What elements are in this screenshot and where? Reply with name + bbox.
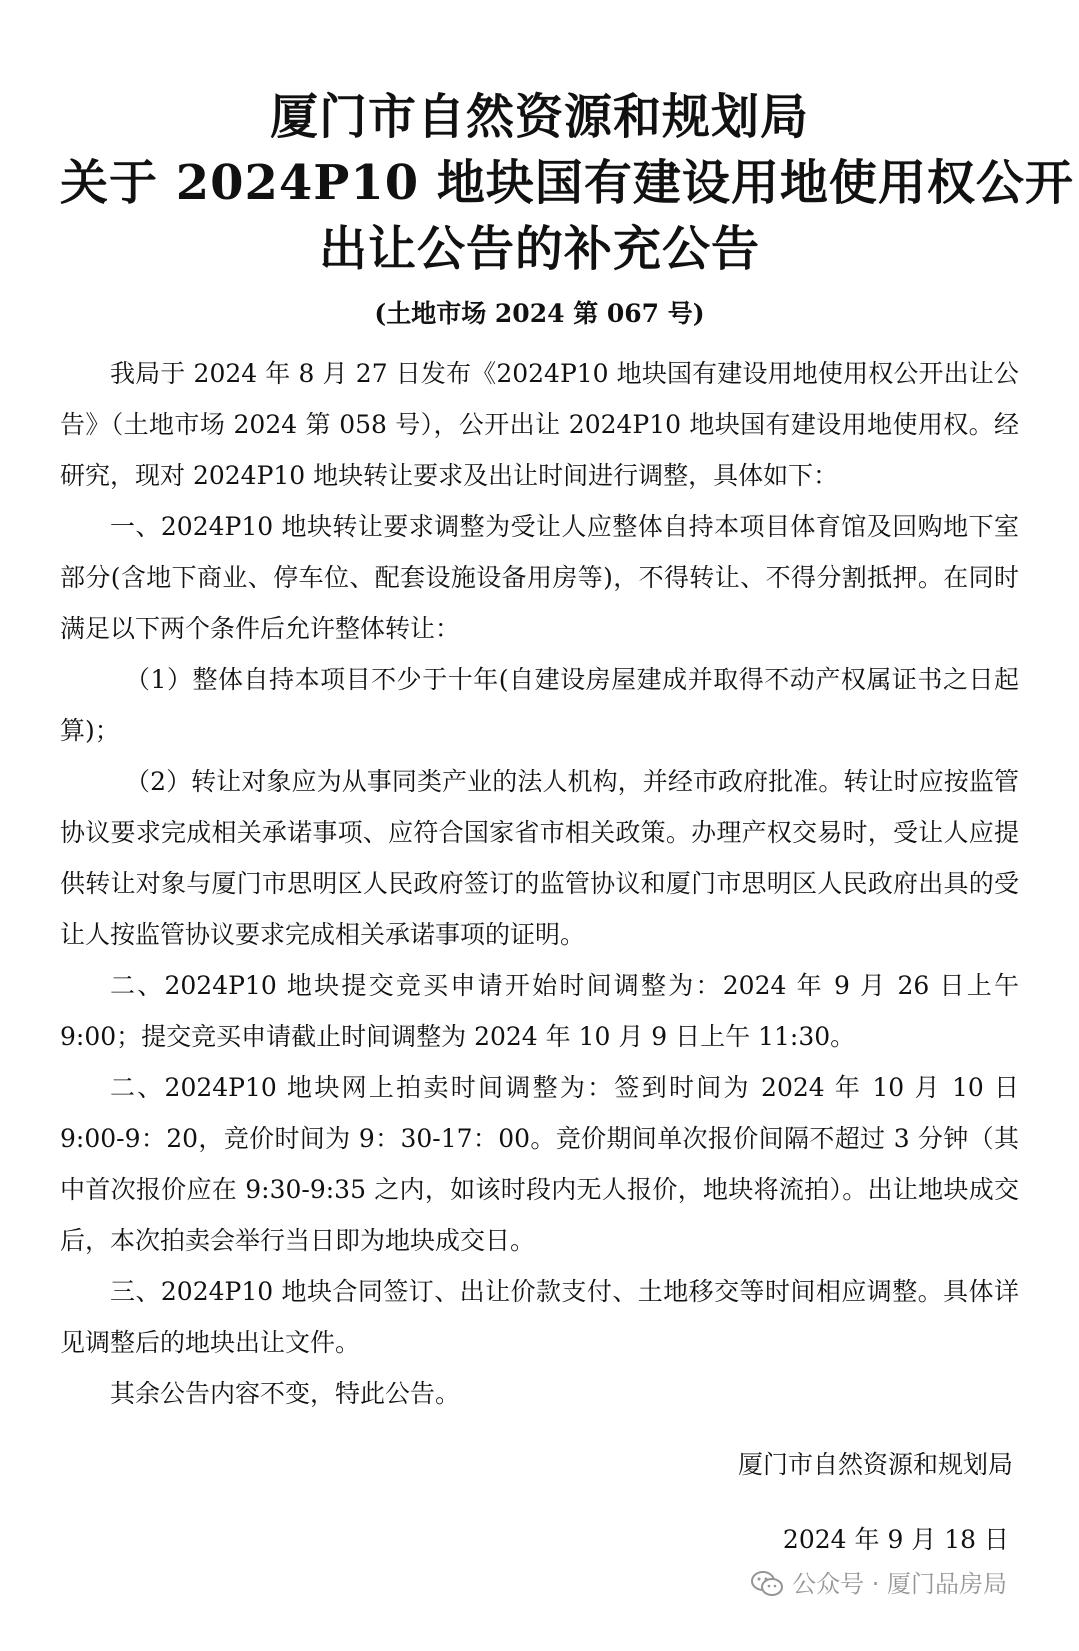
signature-org: 厦门市自然资源和规划局: [737, 1450, 1013, 1479]
wechat-icon: [750, 1569, 784, 1599]
paragraph-closing: 其余公告内容不变，特此公告。: [110, 1379, 461, 1408]
document-title: [60, 84, 1074, 282]
title-line-1: 厦门市自然资源和规划局: [269, 89, 809, 145]
paragraph-condition-1: （1）整体自持本项目不少于十年(自建设房屋建成并取得不动产权属证书之日起算)；: [60, 665, 1019, 745]
paragraph-item-1: 一、2024P10 地块转让要求调整为受让人应整体自持本项目体育馆及回购地下室部分(含地下商业、停车位、配套设施设备用房等)，不得转让、不得分割抵押。在同时满足以下两个条件后允许整体转让：: [60, 512, 1019, 643]
paragraph-item-3: 三、2024P10 地块合同签订、出让价款支付、土地移交等时间相应调整。具体详见调整后的地块出让文件。: [60, 1277, 1019, 1357]
title-line-2: 关于 2024P10 地块国有建设用地使用权公开: [60, 155, 1074, 211]
paragraph-item-2: 二、2024P10 地块提交竞买申请开始时间调整为：2024 年 9 月 26 日上午 9:00；提交竞买申请截止时间调整为 2024 年 10 月 9 日上午 11:30。: [60, 971, 1019, 1051]
paragraph-item-2b: 二、2024P10 地块网上拍卖时间调整为：签到时间为 2024 年 10 月 10 日 9:00-9：20，竞价时间为 9：30-17：00。竞价期间单次报价间隔不超过 3 分钟（其中首次报价应在 9:30-9:35 之内，如该时段内无人报价，地块将流拍）。出让地块成交后，本次拍卖会举行当日即为地块成交日。: [60, 1073, 1019, 1255]
document-number: (土地市场 2024 第 067 号): [374, 299, 705, 328]
paragraph-condition-2: （2）转让对象应为从事同类产业的法人机构，并经市政府批准。转让时应按监管协议要求完成相关承诺事项、应符合国家省市相关政策。办理产权交易时，受让人应提供转让对象与厦门市思明区人民政府签订的监管协议和厦门市思明区人民政府出具的受让人按监管协议要求完成相关承诺事项的证明。: [60, 767, 1019, 949]
document-body: [60, 348, 1019, 1419]
signature-date: 2024 年 9 月 18 日: [782, 1525, 1009, 1554]
paragraph-intro: 我局于 2024 年 8 月 27 日发布《2024P10 地块国有建设用地使用权公开出让公告》（土地市场 2024 第 058 号），公开出让 2024P10 地块国有建设用地使用权。经研究，现对 2024P10 地块转让要求及出让时间进行调整，具体如下：: [60, 359, 1019, 490]
title-line-3: 出让公告的补充公告: [318, 221, 760, 277]
watermark-text: 公众号 · 厦门品房局: [792, 1570, 1007, 1598]
watermark: [750, 1568, 1007, 1600]
